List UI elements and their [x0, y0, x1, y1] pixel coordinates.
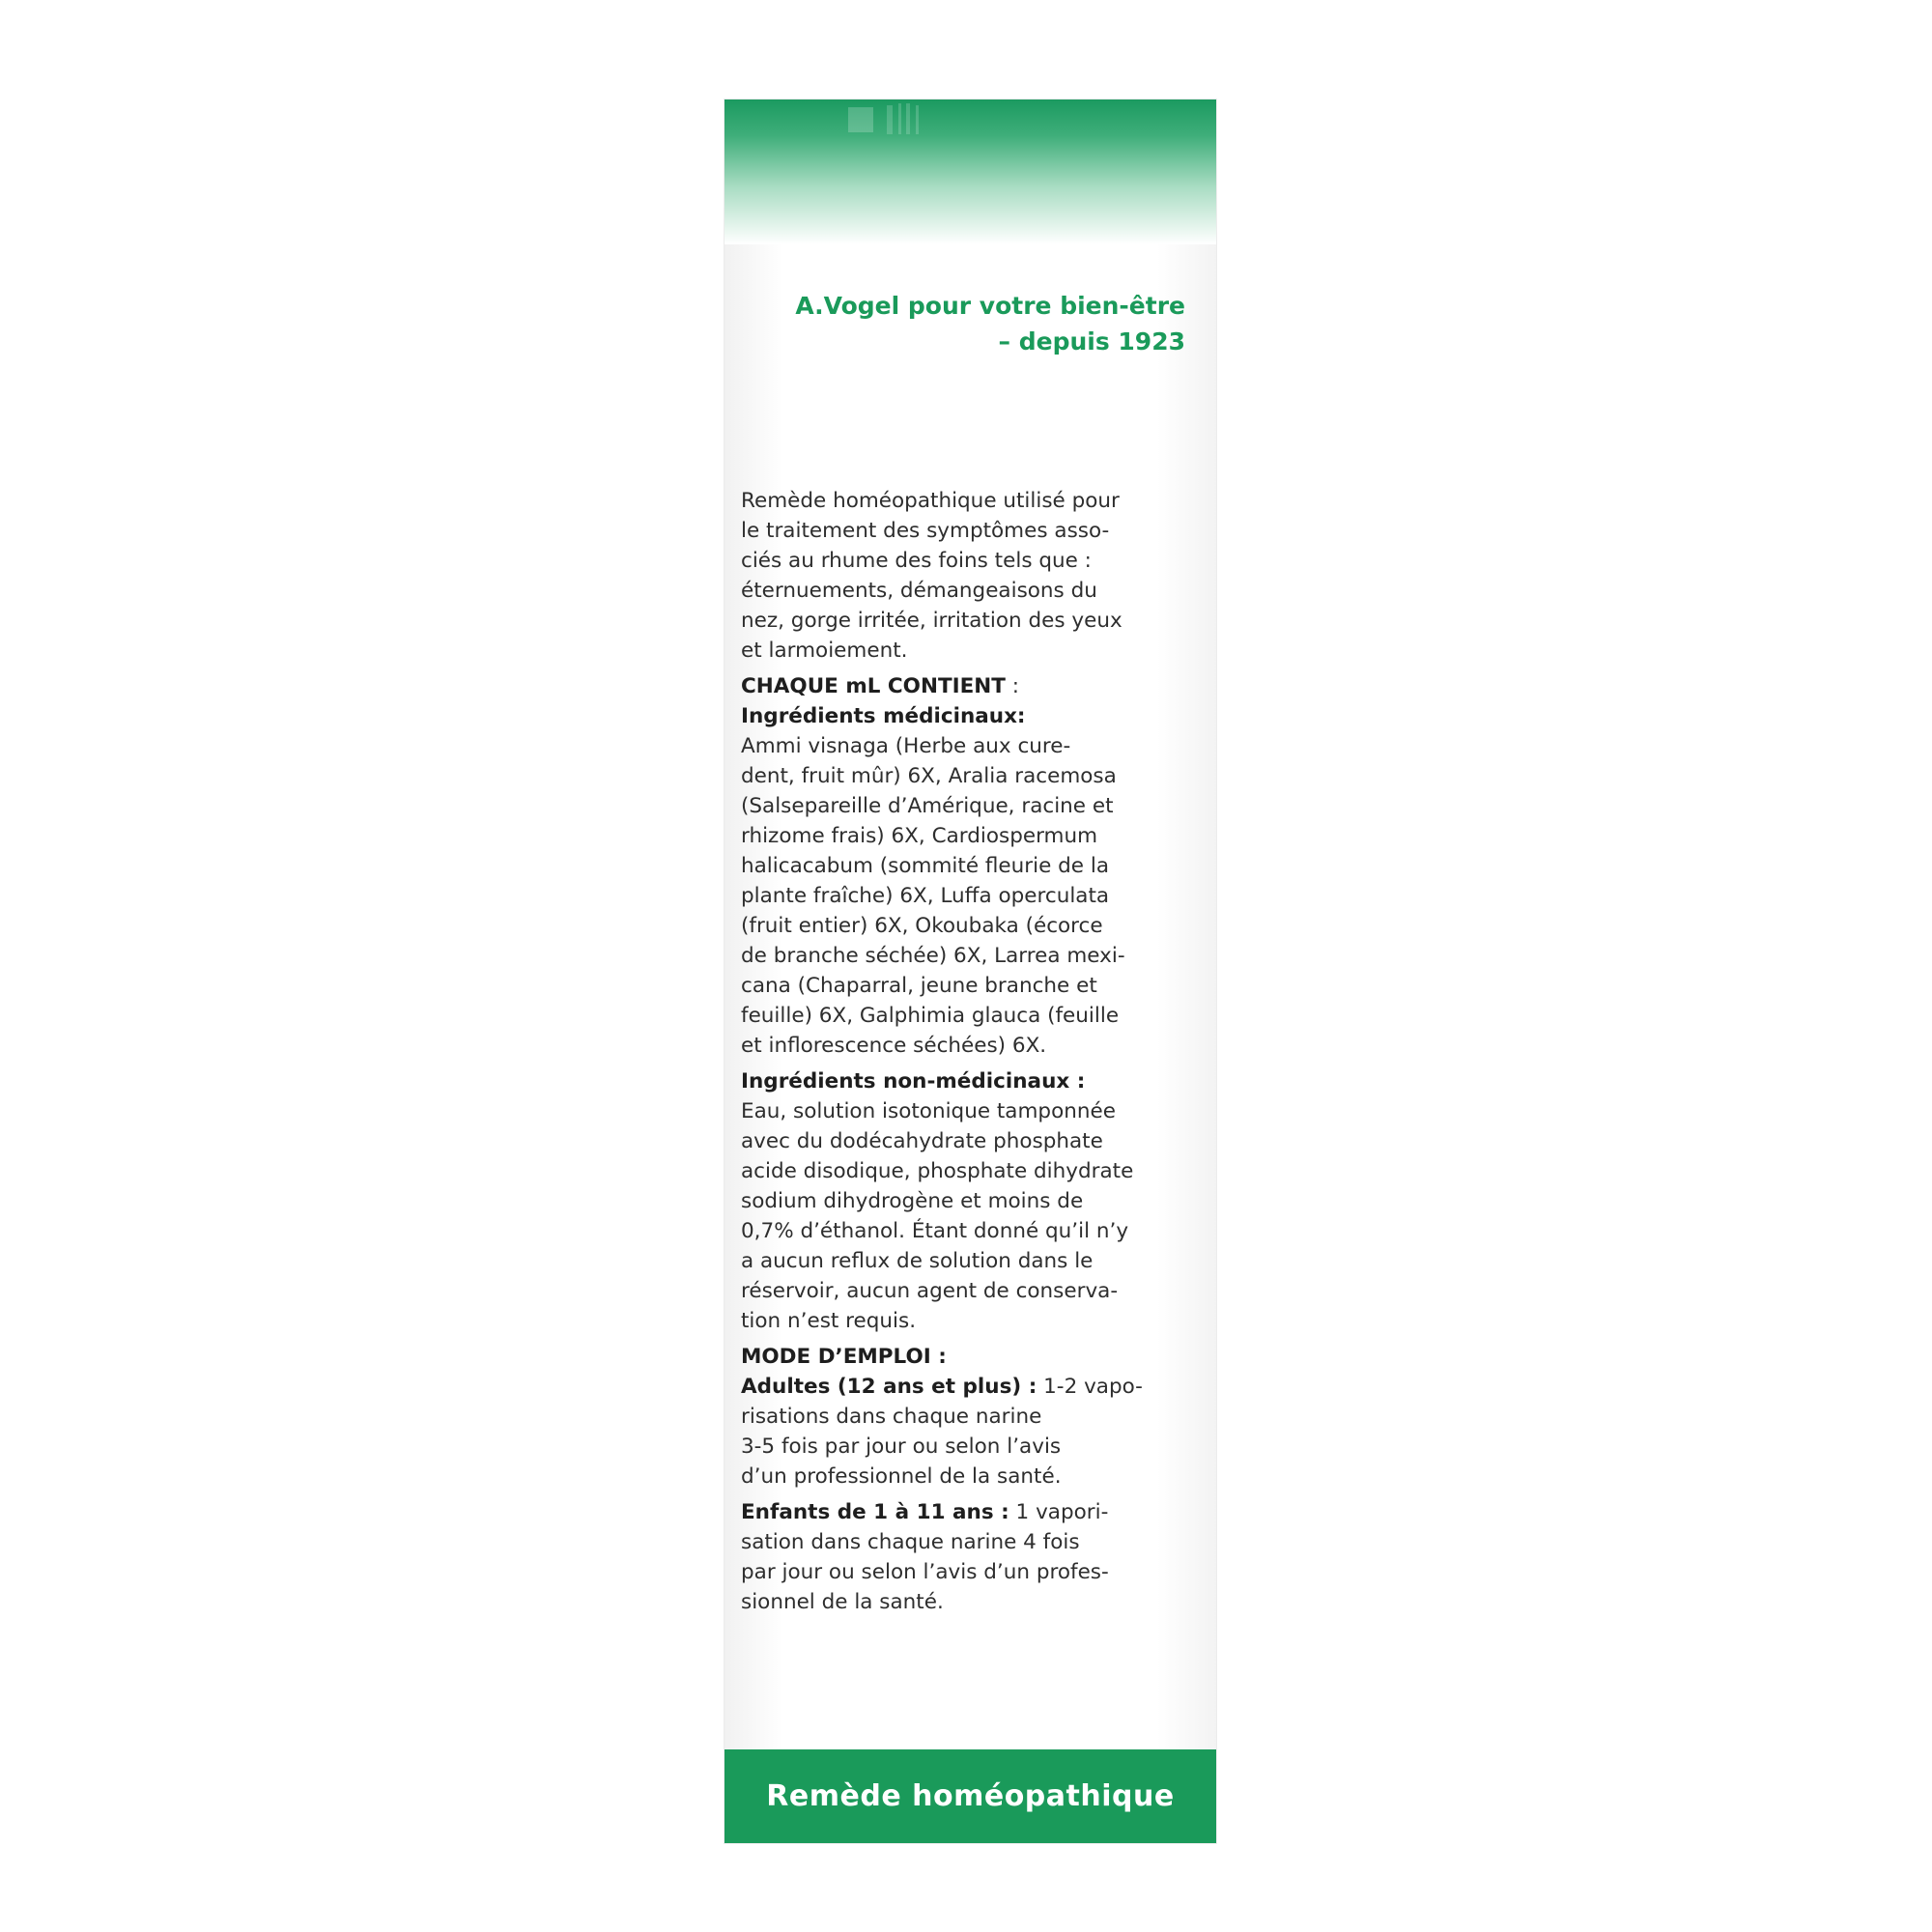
top-flap-print-marks	[724, 99, 1216, 138]
non-medicinal-ingredients-text: Eau, solution isotonique tamponnée avec du dodécahydrate phosphate acide disodique, phosphate dihydrate sodium dihydrogène et moins de 0,7% d’éthanol. Étant donné qu’il n’y a aucun reflux de solution dans le réservoir, aucun agent de conserva- tion n’est requis.	[741, 1099, 1134, 1333]
children-directions	[741, 1497, 1195, 1617]
medicinal-ingredients-text: Ammi visnaga (Herbe aux cure- dent, fruit mûr) 6X, Aralia racemosa (Salsepareille d’Amérique, racine et rhizome frais) 6X, Cardiospermum halicacabum (sommité fleurie de la plante fraîche) 6X, Luffa operculata (fruit entier) 6X, Okoubaka (écorce de branche séchée) 6X, Larrea mexi- cana (Chaparral, jeune branche et feuille) 6X, Galphimia glauca (feuille et inflorescence séchées) 6X.	[741, 734, 1125, 1058]
medicinal-ingredients-heading: Ingrédients médicinaux:	[741, 704, 1026, 728]
footer-label: Remède homéopathique	[766, 1779, 1175, 1813]
composition-heading-row	[741, 671, 1195, 701]
composition-heading: CHAQUE mL CONTIENT	[741, 674, 1006, 698]
adults-label: Adultes (12 ans et plus) :	[741, 1375, 1037, 1399]
brand-slogan	[760, 288, 1185, 359]
slogan-line-2: – depuis 1923	[998, 327, 1185, 355]
children-text: 1 vapori- sation dans chaque narine 4 fois par jour ou selon l’avis d’un profes- sionnel de la santé.	[741, 1500, 1109, 1614]
non-medicinal-ingredients-heading: Ingrédients non-médicinaux :	[741, 1069, 1086, 1094]
label-text-block	[741, 486, 1195, 1617]
product-description: Remède homéopathique utilisé pour le traitement des symptômes asso- ciés au rhume des foins tels que : éternuements, démangeaisons du nez, gorge irritée, irritation des yeux et larmoiement.	[741, 489, 1122, 663]
product-box-side-panel	[724, 99, 1216, 1843]
directions-heading: MODE D’EMPLOI :	[741, 1345, 947, 1369]
composition-heading-suffix: :	[1005, 674, 1020, 698]
adults-directions	[741, 1372, 1195, 1492]
slogan-line-1: A.Vogel pour votre bien-être	[795, 292, 1185, 320]
children-label: Enfants de 1 à 11 ans :	[741, 1500, 1009, 1524]
bottom-green-band	[724, 1749, 1216, 1843]
adults-text: 1-2 vapo- risations dans chaque narine 3-5 fois par jour ou selon l’avis d’un professionnel de la santé.	[741, 1375, 1143, 1489]
